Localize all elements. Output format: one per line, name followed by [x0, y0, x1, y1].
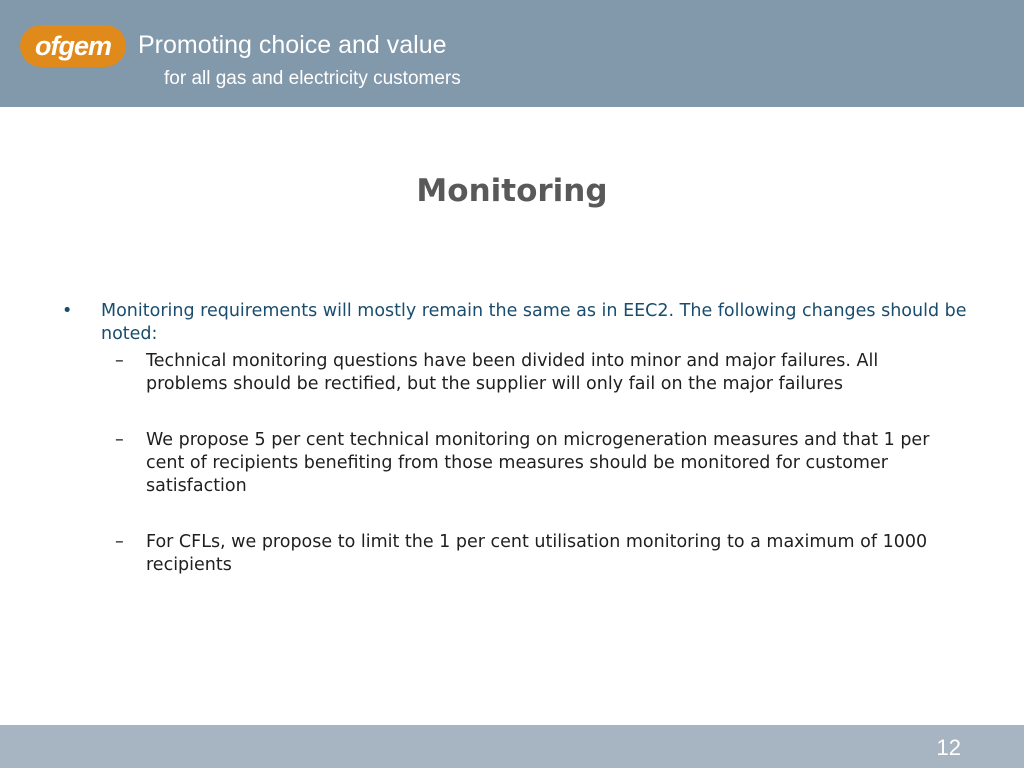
sub-bullet-text: For CFLs, we propose to limit the 1 per cent utilisation monitoring to a maximum of 1000 recipients [146, 532, 928, 575]
sub-bullet-marker: – [115, 430, 124, 450]
sub-bullet-marker: – [115, 351, 124, 371]
header-banner [0, 0, 1024, 107]
sub-bullet-item [57, 350, 967, 396]
tagline-line-2: for all gas and electricity customers [164, 68, 461, 89]
footer-bar [0, 725, 1024, 768]
ofgem-logo: ofgem [20, 25, 126, 67]
slide-title: Monitoring [416, 173, 608, 209]
sub-bullet-marker: – [115, 532, 124, 552]
sub-bullet-text: We propose 5 per cent technical monitoring on microgeneration measures and that 1 per cent of recipients benefiting from those measures should be monitored for customer satisfaction [146, 430, 930, 496]
bullet-item [57, 300, 967, 346]
slide-body [57, 300, 967, 577]
sub-bullet-text: Technical monitoring questions have been divided into minor and major failures. All problems should be rectified, but the supplier will only fail on the major failures [146, 351, 879, 394]
sub-bullet-item [57, 531, 967, 577]
bullet-text: Monitoring requirements will mostly remain the same as in EEC2. The following changes should be noted: [101, 301, 967, 344]
tagline-line-1: Promoting choice and value [138, 31, 447, 59]
bullet-marker: • [62, 301, 73, 321]
sub-bullet-item [57, 429, 967, 498]
page-number: 12 [936, 735, 961, 760]
